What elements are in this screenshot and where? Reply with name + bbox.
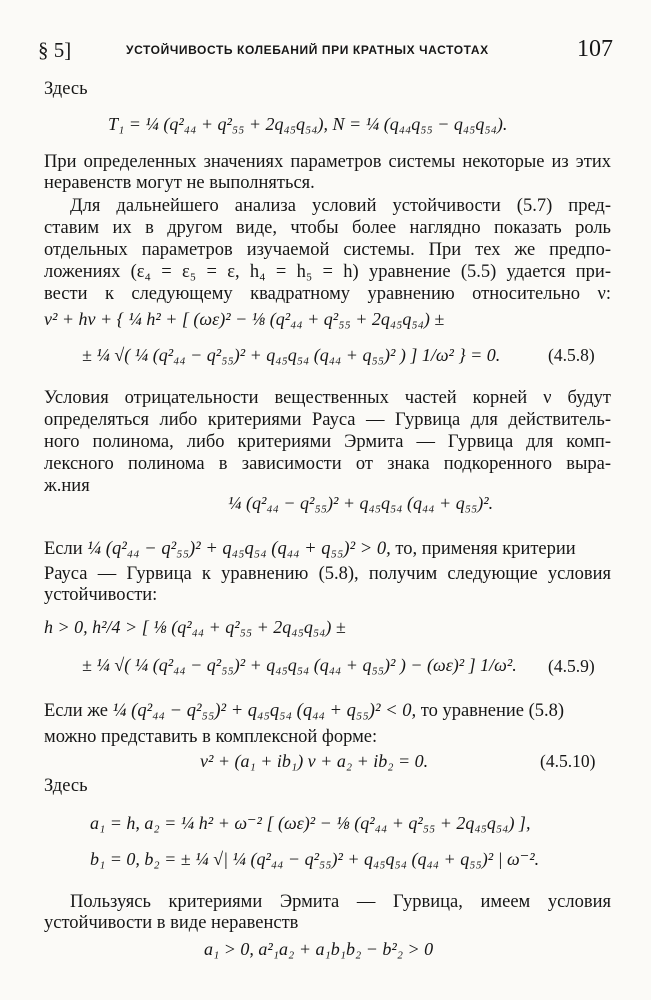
- paragraph-4-line: Рауса — Гурвица к уравнению (5.8), получим следующие условия: [44, 564, 611, 584]
- paragraph-4-if: Если: [44, 539, 83, 559]
- paragraph-5-if: Если же: [44, 701, 109, 721]
- page-number: 107: [577, 36, 613, 62]
- equation-4-5-9-line-1: h > 0, h²/4 > [ ⅛ (q²₄₄ + q²₅₅ + 2q₄₅q₅₄) ±: [44, 617, 346, 637]
- paragraph-2-line: отдельных параметров изучаемой системы. При тех же предпо-: [44, 240, 611, 260]
- equation-number-4-5-8: (4.5.8): [548, 345, 595, 365]
- running-title: УСТОЙЧИВОСТЬ КОЛЕБАНИЙ ПРИ КРАТНЫХ ЧАСТОТАХ: [126, 43, 489, 57]
- paragraph-2-line: Для дальнейшего анализа условий устойчивости (5.7) пред-: [70, 196, 611, 216]
- paragraph-6-line: Пользуясь критериями Эрмита — Гурвица, имеем условия: [70, 892, 611, 912]
- paragraph-2-line: ложениях (ε₄ = ε₅ = ε, h₄ = h₅ = h) уравнение (5.5) удается при-: [44, 262, 611, 282]
- equation-number-4-5-9: (4.5.9): [548, 656, 595, 676]
- text-zdes-2: Здесь: [44, 776, 88, 796]
- equation-4-5-10: ν² + (a₁ + ib₁) ν + a₂ + ib₂ = 0.: [200, 751, 429, 771]
- equation-number-4-5-10: (4.5.10): [540, 751, 596, 771]
- equation-b-coefficients: b₁ = 0, b₂ = ± ¼ √| ¼ (q²₄₄ − q²₅₅)² + q₄₅q₅₄ (q₄₄ + q₅₅)² | ω⁻².: [90, 849, 540, 869]
- paragraph-3-line: ж.ния: [44, 476, 90, 496]
- paragraph-5-condition: ¼ (q²₄₄ − q²₅₅)² + q₄₅q₅₄ (q₄₄ + q₅₅)² < 0,: [112, 701, 417, 721]
- text-zdes-1: Здесь: [44, 79, 88, 99]
- paragraph-5-line-2: можно представить в комплексной форме:: [44, 727, 378, 747]
- equation-4-5-8-line-2: ± ¼ √( ¼ (q²₄₄ − q²₅₅)² + q₄₅q₅₄ (q₄₄ + q₅₅)² ) ] 1/ω² } = 0.: [82, 345, 501, 365]
- paragraph-3-line: определяться либо критериями Рауса — Гурвица для действитель-: [44, 410, 611, 430]
- paragraph-3-line: лексного полинома в зависимости от знака подкоренного выра-: [44, 454, 611, 474]
- paragraph-2-line: ставим их в другом виде, чтобы более наглядно показать роль: [44, 218, 611, 238]
- paragraph-4-then: то, применяя критерии: [395, 539, 576, 559]
- paragraph-5-line-1: [44, 700, 611, 722]
- paragraph-2-line: вести к следующему квадратному уравнению относительно ν:: [44, 284, 611, 304]
- paragraph-4-line-1: [44, 538, 611, 560]
- paragraph-3-line: ного полинома, либо критериями Эрмита — Гурвица для комп-: [44, 432, 611, 452]
- equation-radicand: ¼ (q²₄₄ − q²₅₅)² + q₄₅q₅₄ (q₄₄ + q₅₅)².: [228, 493, 494, 513]
- paragraph-1: При определенных значениях параметров системы некоторые из этих неравенств могут не выполняться.: [44, 152, 611, 193]
- running-header: [38, 38, 613, 62]
- equation-a-coefficients: a₁ = h, a₂ = ¼ h² + ω⁻² [ (ωε)² − ⅛ (q²₄₄ + q²₅₅ + 2q₄₅q₅₄) ],: [90, 813, 531, 833]
- equation-final-inequalities: a₁ > 0, a²₁a₂ + a₁b₁b₂ − b²₂ > 0: [204, 939, 434, 959]
- paragraph-6-line: устойчивости в виде неравенств: [44, 913, 299, 933]
- section-marker: § 5]: [38, 38, 72, 62]
- equation-T1-N: T₁ = ¼ (q²₄₄ + q²₅₅ + 2q₄₅q₅₄), N = ¼ (q₄₄q₅₅ − q₄₅q₅₄).: [108, 114, 508, 134]
- paragraph-4-line: устойчивости:: [44, 585, 158, 605]
- paragraph-3-line: Условия отрицательности вещественных частей корней ν будут: [44, 388, 611, 408]
- equation-4-5-9-line-2: ± ¼ √( ¼ (q²₄₄ − q²₅₅)² + q₄₅q₅₄ (q₄₄ + q₅₅)² ) − (ωε)² ] 1/ω².: [82, 655, 517, 675]
- equation-4-5-8-line-1: ν² + hν + { ¼ h² + [ (ωε)² − ⅛ (q²₄₄ + q²₅₅ + 2q₄₅q₅₄) ±: [44, 309, 445, 329]
- paragraph-4-condition: ¼ (q²₄₄ − q²₅₅)² + q₄₅q₅₄ (q₄₄ + q₅₅)² > 0,: [87, 539, 391, 559]
- paragraph-5-then: то уравнение (5.8): [420, 701, 565, 721]
